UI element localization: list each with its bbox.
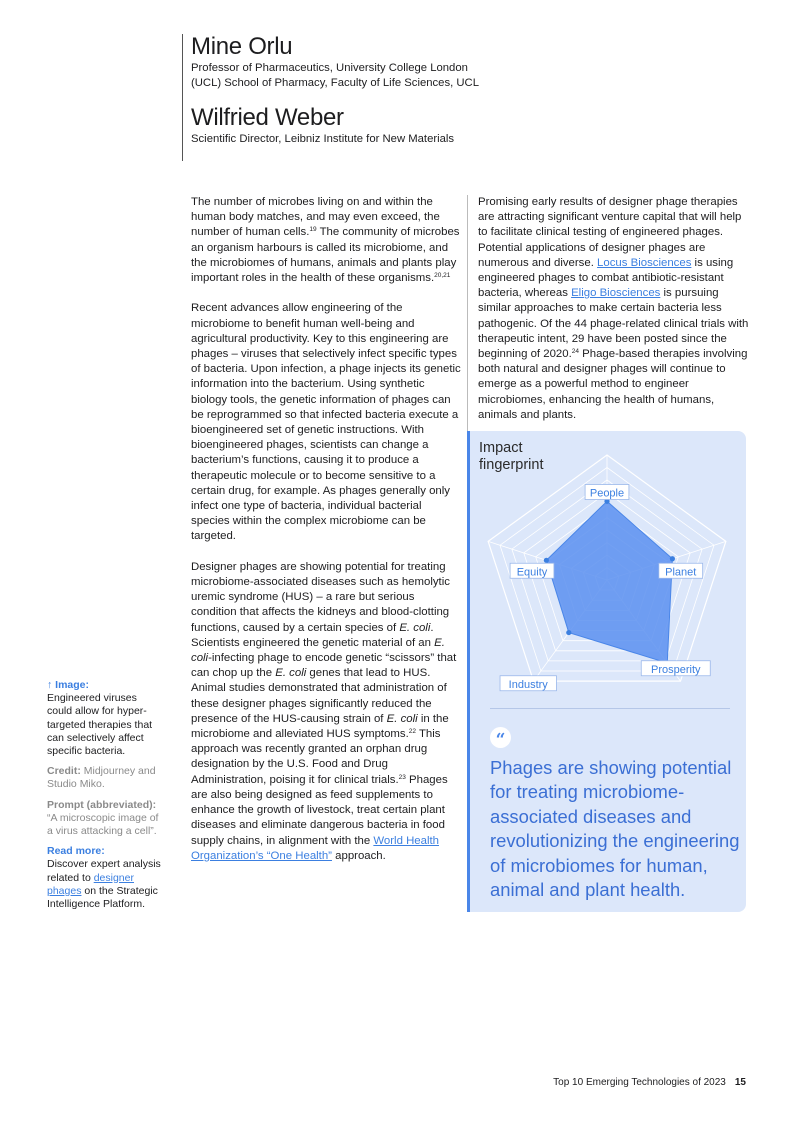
prompt-heading: Prompt (abbreviated): (47, 798, 157, 811)
paragraph-4 (478, 195, 752, 423)
text: Discover expert analysis related to (47, 858, 161, 884)
impact-title: Impact fingerprint (479, 440, 544, 473)
radar-axis-label: Equity (516, 566, 548, 579)
author-block (182, 34, 482, 161)
radar-axis-label: People (589, 487, 625, 500)
text: The number of microbes living on and within the human body matches, and may even exceed, the number of human cells. (191, 196, 440, 239)
text: -infecting phage to encode genetic “scissors” that can chop up the (191, 652, 457, 680)
radar-axis-label: Industry (508, 678, 548, 691)
footnote-ref[interactable]: 23 (398, 773, 406, 781)
text: is using engineered phages to combat antibiotic-resistant bacteria, whereas (478, 256, 734, 300)
text: Designer phages are showing potential for treating microbiome-associated diseases such as hemolytic uremic syndrome (HUS) – a rare but serious condition that affects the kidneys and blood-clotting functions, caused by a certain species of (191, 560, 450, 634)
body-column-right (467, 195, 752, 438)
text: Phage-based therapies involving both natural and designer phages will continue to emerge as a powerful method to engineer microbiomes, enhancing the health of humans, animals and plants. (478, 348, 748, 421)
species-name: E. coli (275, 667, 307, 680)
author-role: Scientific Director, Leibniz Institute for New Materials (191, 133, 455, 145)
author-role: Professor of Pharmaceutics, University College London (UCL) School of Pharmacy, Faculty of Life Sciences, UCL (191, 62, 479, 89)
quote-icon: “ (490, 727, 511, 748)
footnote-ref[interactable]: 19 (309, 226, 317, 234)
radar-point (670, 556, 675, 561)
designer-phages-link[interactable]: designer phages (47, 871, 134, 897)
species-name: E. coli (386, 712, 418, 725)
page-footer (553, 1077, 746, 1088)
pull-quote: Phages are showing potential for treating microbiome-associated diseases and revolutionizing the engineering of microbiomes for human, animal and plant health. (490, 757, 740, 901)
text: This approach was recently granted an orphan drug designation by the U.S. Food and Drug Administration, poising it for clinical trials. (191, 728, 441, 786)
read-more-heading: Read more: (47, 845, 105, 858)
text: on the Strategic Intelligence Platform. (47, 884, 158, 911)
text: in the microbiome and alleviated HUS symptoms. (191, 712, 449, 741)
text: Phages are also being designed as feed supplements to enhance the growth of livestock, treat certain plant diseases and eliminate dangerous bacteria in food supply chains, in alignment with the (191, 773, 448, 847)
text: approach. (331, 849, 386, 862)
read-more-text (47, 858, 162, 911)
read-more (47, 845, 162, 911)
species-name: E. coli (191, 636, 445, 665)
footnote-ref[interactable]: 20,21 (434, 272, 451, 280)
divider (490, 708, 730, 709)
author-1 (191, 34, 482, 91)
author-name: Mine Orlu (191, 33, 293, 60)
paragraph-1 (191, 195, 463, 286)
radar-point (544, 558, 549, 563)
image-credit (47, 765, 162, 791)
page-number: 15 (734, 1077, 746, 1088)
paragraph-2: Recent advances allow engineering of the microbiome to benefit human well-being and agricultural productivity. Key to this engineering are phages – viruses that selectively infect specific types of bacteria. Upon infection, a phage injects its genetic information into the bacterium. Using synthetic biology tools, the genetic information of phages can be reprogrammed so that infected bacteria execute a bioengineered set of genetic instructions. With bioengineered phages, scientists can change a bacterium’s functions, causing it to produce a therapeutic molecule or to become sensitive to a certain drug, for example. As phages generally only infect one type of bacteria, individual bacterial species within the complex microbiome can be targeted. (191, 302, 461, 543)
author-2 (191, 105, 482, 147)
eligo-biosciences-link[interactable]: Eligo Biosciences (571, 287, 661, 300)
publication-title: Top 10 Emerging Technologies of 2023 (553, 1077, 726, 1088)
footnote-ref[interactable]: 24 (571, 348, 579, 356)
paragraph-3 (191, 560, 463, 864)
image-sidenote (47, 679, 162, 918)
author-name: Wilfried Weber (191, 104, 344, 131)
radar-axis-label: Planet (665, 566, 697, 579)
text: genes that lead to HUS. Animal studies demonstrated that administration of these designer phages significantly reduced the presence of the HUS-causing strain of (191, 667, 447, 725)
image-prompt (47, 799, 162, 839)
radar-axis-label: Prosperity (650, 663, 701, 676)
locus-biosciences-link[interactable]: Locus Biosciences (597, 256, 692, 269)
radar-data-area (546, 501, 672, 663)
text: is pursuing similar approaches to make certain bacteria less pathogenic. Of the 44 phage-related clinical trials with therapeutic intent, 29 have been posted since the beginning of 2020. (478, 287, 749, 361)
image-caption (47, 679, 162, 758)
impact-panel (467, 431, 746, 912)
text: Promising early results of designer phage therapies are attracting significant venture capital that will help to facilitate clinical testing of engineered phages. Potential applications of designer phages are numerous and diverse. (478, 196, 742, 269)
credit-text: Midjourney and Studio Miko. (47, 765, 156, 791)
species-name: E. coli (399, 621, 431, 634)
body-column-left (191, 195, 463, 879)
radar-point (566, 630, 571, 635)
image-caption-text: Engineered viruses could allow for hyper-targeted therapies that can selectively affect specific bacteria. (47, 692, 153, 758)
image-caption-heading: ↑ Image: (47, 679, 90, 691)
credit-heading: Credit: (47, 765, 81, 778)
text: The community of microbes an organism harbours is called its microbiome, and the microbiomes of humans, animals and plants play important roles in the health of these organisms. (191, 226, 460, 285)
prompt-text: “A microscopic image of a virus attacking a cell”. (47, 811, 159, 838)
who-one-health-link[interactable]: World Health Organization’s “One Health” (191, 834, 439, 862)
footnote-ref[interactable]: 22 (408, 728, 417, 736)
text: . Scientists engineered the genetic material of an (191, 621, 435, 649)
